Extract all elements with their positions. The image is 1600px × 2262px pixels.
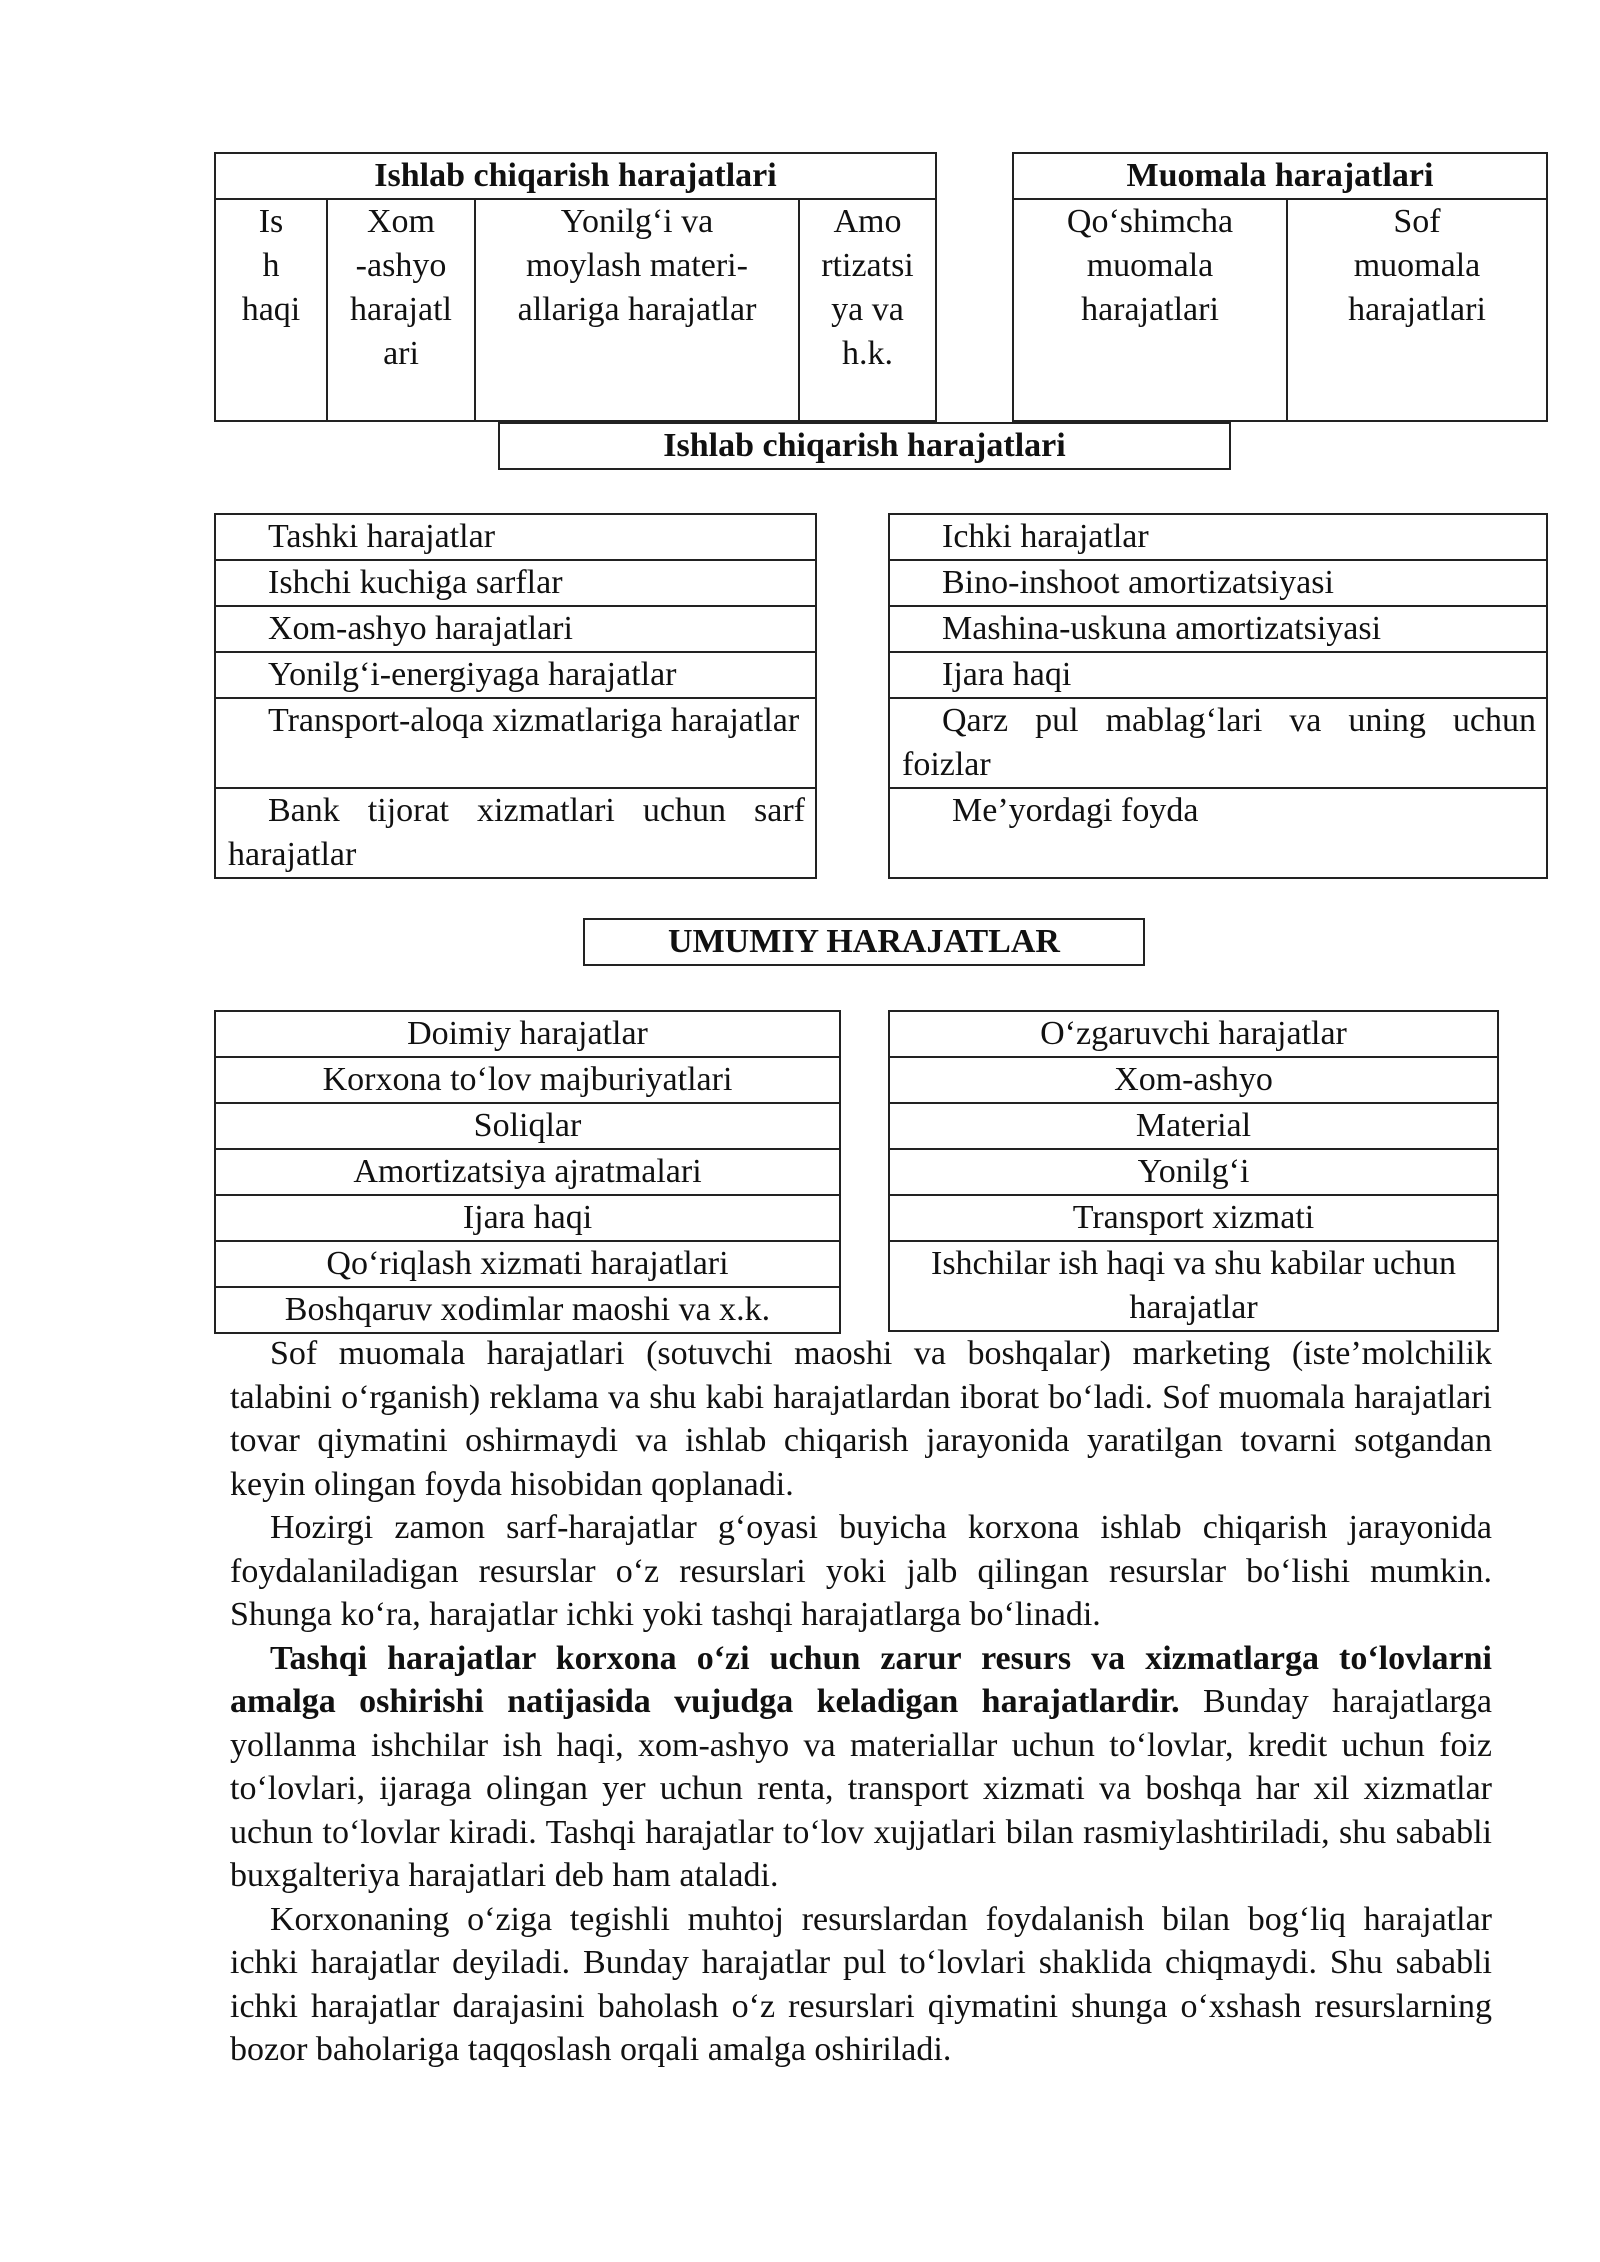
table-title: Muomala harajatlari [1013, 153, 1547, 199]
list-item: Tashki harajatlar [215, 514, 816, 560]
table-cell: Xom -ashyo harajatl ari [327, 199, 475, 421]
list-item: Korxona to‘lov majburiyatlari [215, 1057, 840, 1103]
paragraph: Sof muomala harajatlari (sotuvchi maoshi va boshqalar) marketing (iste’molchilik talabini o‘rganish) reklama va shu kabi harajatlardan iborat bo‘ladi. Sof muomala harajatlari tovar qiymatini oshirmaydi va ishlab chiqarish jarayonida yaratilgan tovarni sotgandan keyin olingan foyda hisobidan qoplanadi. [230, 1335, 1492, 1503]
variable-costs-list [888, 1010, 1499, 1332]
list-item: Ijara haqi [215, 1195, 840, 1241]
section-title-production-costs: Ishlab chiqarish harajatlari [498, 422, 1231, 470]
list-item: Mashina-uskuna amortizatsiyasi [889, 606, 1547, 652]
list-item: Qarz pul mablag‘lari va uning uchun foizlar [889, 698, 1547, 788]
table-cell: Yonilg‘i va moylash materi- allariga harajatlar [475, 199, 799, 421]
circulation-costs-table [1012, 152, 1548, 422]
production-costs-table [214, 152, 937, 422]
list-item: Xom-ashyo [889, 1057, 1498, 1103]
list-item: Bino-inshoot amortizatsiyasi [889, 560, 1547, 606]
paragraph: Korxonaning o‘ziga tegishli muhtoj resurslardan foydalanish bilan bog‘liq harajatlar ichki harajatlar deyiladi. Bunday harajatlar pul to‘lovlari shaklida chiqmaydi. Shu sababli ichki harajatlar darajasini baholash o‘z resurslari qiymatini shunga o‘xshash resurslarning bozor baholariga taqqoslash orqali amalga oshiriladi. [230, 1900, 1492, 2068]
list-item: Boshqaruv xodimlar maoshi va x.k. [215, 1287, 840, 1333]
bold-definition: Tashqi harajatlar korxona o‘zi uchun zarur resurs va xizmatlarga to‘lovlarni amalga oshirishi natijasida vujudga keladigan harajatlardir. [230, 1639, 1492, 1720]
list-item: Ishchilar ish haqi va shu kabilar uchun harajatlar [889, 1241, 1498, 1331]
list-item: Ichki harajatlar [889, 514, 1547, 560]
body-text [230, 1332, 1492, 2072]
list-item: Xom-ashyo harajatlari [215, 606, 816, 652]
paragraph: Tashqi harajatlar korxona o‘zi uchun zarur resurs va xizmatlarga to‘lovlarni amalga oshirishi natijasida vujudga keladigan harajatlardir. Bunday harajatlarga yollanma ishchilar ish haqi, xom-ashyo va materiallar uchun to‘lovlar, kredit uchun foiz to‘lovlari, ijaraga olingan yer uchun renta, transport xizmati va boshqa har xil xizmatlar uchun to‘lovlar kiradi. Tashqi harajatlar to‘lov xujjatlari bilan rasmiylashtiriladi, shu sababli buxgalteriya harajatlari deb ham ataladi. [230, 1639, 1492, 1894]
table-cell: Is h haqi [215, 199, 327, 421]
table-title: Ishlab chiqarish harajatlari [215, 153, 936, 199]
list-item: Transport-aloqa xizmatlariga harajatlar [215, 698, 816, 788]
list-item: Soliqlar [215, 1103, 840, 1149]
list-item: Me’yordagi foyda [889, 788, 1547, 878]
list-item: Ijara haqi [889, 652, 1547, 698]
table-cell: Qo‘shimcha muomala harajatlari [1013, 199, 1287, 421]
external-costs-list [214, 513, 817, 879]
fixed-costs-list [214, 1010, 841, 1334]
list-item: Doimiy harajatlar [215, 1011, 840, 1057]
table-cell: Amo rtizatsi ya va h.k. [799, 199, 936, 421]
paragraph: Hozirgi zamon sarf-harajatlar g‘oyasi buyicha korxona ishlab chiqarish jarayonida foydalaniladigan resurslar o‘z resurslari yoki jalb qilingan resurslar bo‘lishi mumkin. Shunga ko‘ra, harajatlar ichki yoki tashqi harajatlarga bo‘linadi. [230, 1509, 1492, 1633]
table-cell: Sof muomala harajatlari [1287, 199, 1547, 421]
list-item: Qo‘riqlash xizmati harajatlari [215, 1241, 840, 1287]
section-title-total-costs: UMUMIY HARAJATLAR [583, 918, 1145, 966]
list-item: Transport xizmati [889, 1195, 1498, 1241]
list-item: Material [889, 1103, 1498, 1149]
list-item: Bank tijorat xizmatlari uchun sarf harajatlar [215, 788, 816, 878]
list-item: Yonilg‘i [889, 1149, 1498, 1195]
internal-costs-list [888, 513, 1548, 879]
list-item: Yonilg‘i-energiyaga harajatlar [215, 652, 816, 698]
list-item: Amortizatsiya ajratmalari [215, 1149, 840, 1195]
list-item: O‘zgaruvchi harajatlar [889, 1011, 1498, 1057]
list-item: Ishchi kuchiga sarflar [215, 560, 816, 606]
